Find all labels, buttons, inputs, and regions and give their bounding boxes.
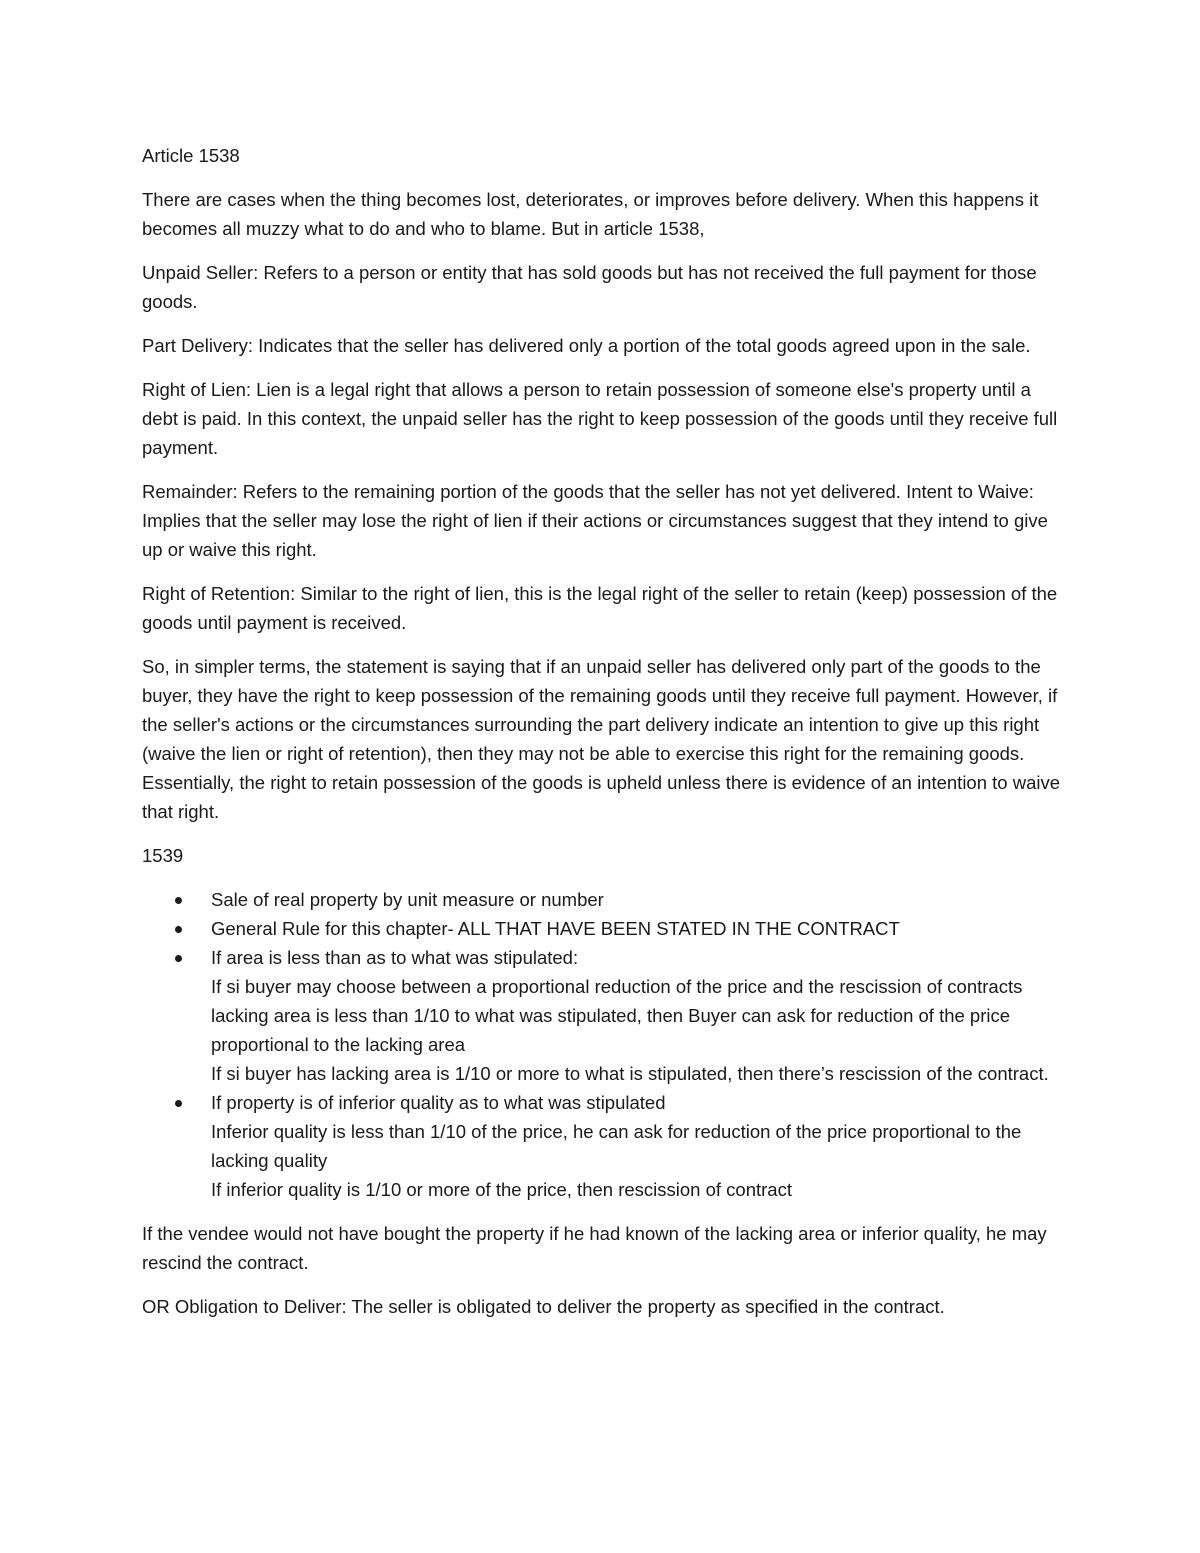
bullet-line: lacking area is less than 1/10 to what was stipulated, then Buyer can ask for reduction of the price proportional to the lacking area (211, 1005, 1011, 1055)
bullet-icon (175, 897, 182, 904)
bullet-line: If si buyer has lacking area is 1/10 or more to what is stipulated, then there’s rescission of the contract. (211, 1063, 1049, 1084)
bullet-icon (175, 926, 182, 933)
bullet-line: If inferior quality is 1/10 or more of the price, then rescission of contract (211, 1179, 792, 1200)
article-1539-heading: 1539 (142, 845, 184, 866)
bullet-icon (175, 955, 182, 962)
bullet-line: If property is of inferior quality as to what was stipulated (211, 1092, 666, 1113)
article-1538-heading: Article 1538 (142, 145, 240, 166)
bullet-item (142, 1088, 1067, 1204)
right-of-retention-paragraph: Right of Retention: Similar to the right of lien, this is the legal right of the seller to retain (keep) possession of the goods until payment is received. (142, 583, 1058, 633)
part-delivery-paragraph: Part Delivery: Indicates that the seller has delivered only a portion of the total goods agreed upon in the sale. (142, 335, 1031, 356)
bullet-item (142, 885, 1067, 914)
right-of-lien-paragraph: Right of Lien: Lien is a legal right that allows a person to retain possession of someone else's property until a debt is paid. In this context, the unpaid seller has the right to keep possession of the goods until they receive full payment. (142, 379, 1058, 458)
bullet-line: Inferior quality is less than 1/10 of the price, he can ask for reduction of the price proportional to the lacking quality (211, 1121, 1022, 1171)
obligation-paragraph: OR Obligation to Deliver: The seller is obligated to deliver the property as specified in the contract. (142, 1296, 945, 1317)
summary-paragraph: So, in simpler terms, the statement is saying that if an unpaid seller has delivered only part of the goods to the buyer, they have the right to keep possession of the remaining goods until they receive full payment. However, if the seller's actions or the circumstances surrounding the part delivery indicate an intention to give up this right (waive the lien or right of retention), then they may not be able to exercise this right for the remaining goods. Essentially, the right to retain possession of the goods is upheld unless there is evidence of an intention to waive that right. (142, 656, 1061, 822)
bullet-line: General Rule for this chapter- ALL THAT HAVE BEEN STATED IN THE CONTRACT (211, 918, 900, 939)
bullet-line: If si buyer may choose between a proportional reduction of the price and the rescission of contracts (211, 976, 1023, 997)
article-1538-intro: There are cases when the thing becomes lost, deteriorates, or improves before delivery. When this happens it becomes all muzzy what to do and who to blame. But in article 1538, (142, 189, 1039, 239)
remainder-paragraph: Remainder: Refers to the remaining portion of the goods that the seller has not yet delivered. Intent to Waive: Implies that the seller may lose the right of lien if their actions or circumstances suggest that they intend to give up or waive this right. (142, 481, 1048, 560)
bullet-icon (175, 1100, 182, 1107)
vendee-paragraph: If the vendee would not have bought the property if he had known of the lacking area or inferior quality, he may rescind the contract. (142, 1223, 1047, 1273)
unpaid-seller-paragraph: Unpaid Seller: Refers to a person or entity that has sold goods but has not received the full payment for those goods. (142, 262, 1037, 312)
bullet-item (142, 914, 1067, 943)
article-1539-bullet-list (142, 885, 1067, 1204)
document-body (142, 141, 1067, 1336)
bullet-line: Sale of real property by unit measure or number (211, 889, 604, 910)
bullet-line: If area is less than as to what was stipulated: (211, 947, 579, 968)
bullet-item (142, 943, 1067, 1088)
